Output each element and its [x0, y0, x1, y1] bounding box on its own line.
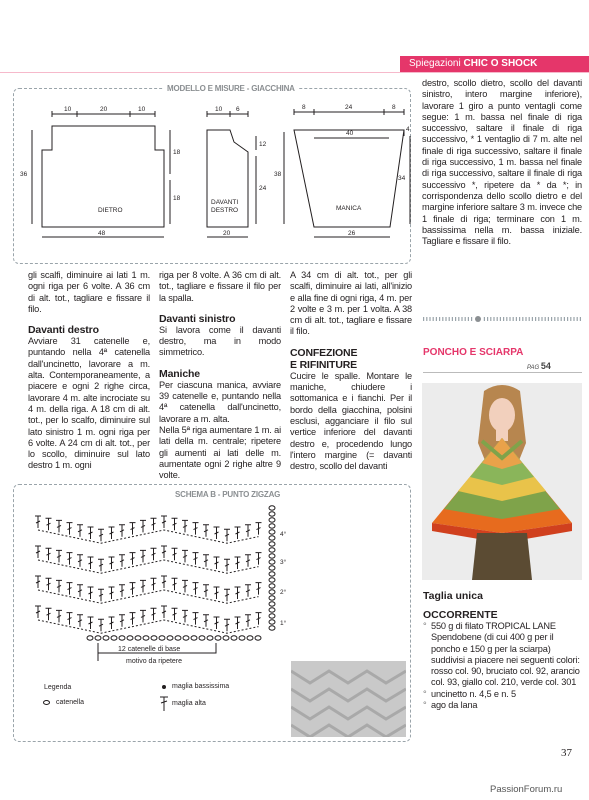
manica-label: MANICA: [336, 205, 362, 212]
model-diagram: [12, 92, 412, 267]
heading-confezione: CONFEZIONE: [290, 346, 358, 359]
davanti-dim-top-right: 6: [236, 106, 240, 113]
zigzag-stitch-chart: [30, 502, 330, 662]
size-label: Taglia unica: [423, 590, 483, 602]
manica-dim-left: 38: [274, 171, 282, 178]
col3-paragraph-1: A 34 cm di alt. tot., per gli scalfi, diminuire ai lati, all'inizio e alla fine di ogni riga, 4 m. per 2 volte e 3 m. per 1 volta. A 38 cm di alt. tot., tagliare e fissare il filo.: [290, 270, 412, 337]
dietro-dim-width: 48: [98, 230, 106, 237]
legend-chain-symbol: [43, 700, 50, 705]
col3-paragraph-2: Cucire le spalle. Montare le maniche, chiudere i sottomanica e i fianchi. Per il bordo della giacchina, polsini esclusi, agganciare il filo sul vertice inferiore del davanti destro e, procedendo lungo l'intero margine (= davanti destro, scollo del davanti: [290, 370, 412, 472]
davanti-dim-width: 20: [223, 230, 231, 237]
col1-paragraph-1: gli scalfi, diminuire ai lati 1 m. ogni riga per 6 volte. A 36 cm di alt. tot., tagliare e fissare il filo.: [28, 270, 150, 314]
manica-dim-cap: 4: [406, 126, 410, 133]
col4-paragraph-1: destro, scollo dietro, scollo del davanti sinistro, intero margine inferiore), lavorare 1 giro a punto ventagli come segue: 1 m. bassa nel finale di riga successivo, saltare il finale di riga successivo, * 1 ventaglio di 7 m. alte nel finale di riga successivo, saltare il finale di riga successivo, 1 m. bassa nel finale di riga successivo, saltare il finale di riga successivo *, ripetere da * da *; in corrispondenza dello scollo dietro e del margine inferiore saltare 3 m. invece che 1 finale di riga; terminare con 1 m. bassissima nella m. bassa iniziale. Tagliare e fissare il filo.: [422, 78, 582, 247]
stitch-chart-title: SCHEMA B - PUNTO ZIGZAG: [171, 490, 284, 499]
col2-paragraph-4: Nella 5ª riga aumentare 1 m. ai lati della m. centrale; ripetere gli aumenti ai lati delle m. aumentate ogni 2 righe altre 9 volte.: [159, 424, 281, 481]
repeat-label: motivo da ripetere: [126, 658, 183, 665]
legend-slip-label: maglia bassissima: [172, 683, 230, 690]
heading-davanti-destro: Davanti destro: [28, 324, 99, 337]
magazine-section-title: CHIC O SHOCK: [463, 58, 538, 69]
poncho-section-title: PONCHO E SCIARPA: [423, 347, 524, 358]
dietro-dim-armhole-1: 18: [173, 149, 181, 156]
row-number-3: 3°: [280, 559, 287, 566]
manica-dim-bottom: 26: [348, 230, 356, 237]
heading-maniche: Maniche: [159, 367, 200, 380]
page-number: 37: [561, 747, 572, 759]
swatch-photo: [291, 661, 406, 737]
heading-rifiniture: E RIFINITURE: [290, 358, 358, 371]
text-column-4: [422, 78, 582, 247]
base-chain-label: 12 catenelle di base: [118, 646, 181, 653]
text-column-3: [290, 270, 412, 472]
davanti-label-2: DESTRO: [211, 207, 239, 214]
header-divider: [0, 72, 589, 73]
davanti-label-1: DAVANTI: [211, 199, 239, 206]
section-header: [400, 56, 589, 72]
text-column-1: [28, 270, 150, 472]
row-number-2: 2°: [280, 589, 287, 596]
materials-title: OCCORRENTE: [423, 609, 498, 621]
manica-dim-inner: 40: [346, 130, 354, 137]
materials-item: ° uncinetto n. 4,5 e n. 5: [423, 689, 581, 700]
watermark: PassionForum.ru: [490, 784, 563, 795]
heading-davanti-sinistro: Davanti sinistro: [159, 312, 236, 325]
col2-paragraph-3: Per ciascuna manica, avviare 39 catenelle e, puntando nella 4ª catenella dall'uncinetto, lavorare a m. alta.: [159, 379, 281, 424]
legend-double-symbol: [159, 696, 169, 712]
col1-paragraph-2: Avviare 31 catenelle e, puntando nella 4ª catenella dall'uncinetto, lavorare a m. alta. Contemporaneamente, a piacere e ogni 2 righe circa, lavorare 4 m. alte incrociate su 4 m. della riga. A 18 cm di alt. tot., per lo scalfo, diminuire sul lato sinistro 1 m. ogni riga per 6 volte. A 24 cm di alt. tot., per lo scollo, diminuire sul lato destro 1 m. ogni: [28, 336, 150, 471]
dietro-label: DIETRO: [98, 207, 123, 214]
poncho-divider: [423, 372, 582, 373]
materials-list: [423, 621, 581, 711]
davanti-dim-top-left: 10: [215, 106, 223, 113]
materials-item: ° ago da lana: [423, 700, 581, 711]
dietro-dim-top-left: 10: [64, 106, 72, 113]
legend-slip-symbol: [162, 685, 166, 689]
legend-title: Legenda: [44, 684, 72, 691]
legend-chain-label: catenella: [56, 699, 85, 706]
manica-dim-top-right: 8: [392, 104, 396, 111]
col2-paragraph-2: Si lavora come il davanti destro, ma in modo simmetrico.: [159, 324, 281, 358]
dietro-dim-height: 36: [20, 171, 28, 178]
davanti-dim-side: 24: [259, 185, 267, 192]
legend-double-label: maglia alta: [172, 700, 206, 707]
poncho-photo: [422, 383, 582, 580]
materials-item: ° 550 g di filato TROPICAL LANE Spendobene (di cui 400 g per il poncho e 150 g per la sciarpa) suddivisi a piacere nei seguenti colori: rosso col. 90, bruciato col. 92, arancio col. 93, giallo col. 210, verde col. 301: [423, 621, 581, 689]
davanti-dim-neck: 12: [259, 141, 267, 148]
page-reference: [527, 361, 551, 371]
manica-dim-top-left: 8: [302, 104, 306, 111]
manica-dim-right: 34: [398, 175, 406, 182]
text-column-2: [159, 270, 281, 481]
manica-dim-top-mid: 24: [345, 104, 353, 111]
model-diagram-title: MODELLO E MISURE - GIACCHINA: [163, 84, 299, 93]
dietro-dim-armhole-2: 18: [173, 195, 181, 202]
row-number-4: 4°: [280, 531, 287, 538]
col2-paragraph-1: riga per 8 volte. A 36 cm di alt. tot., tagliare e fissare il filo per la spalla.: [159, 270, 281, 303]
page-reference-number: 54: [540, 361, 551, 371]
dotted-divider: [422, 316, 582, 322]
row-number-1: 1°: [280, 620, 287, 627]
dietro-dim-top-mid: 20: [100, 106, 108, 113]
dietro-dim-top-right: 10: [138, 106, 146, 113]
page-reference-prefix: PAG: [527, 365, 540, 371]
section-label: Spiegazioni: [409, 58, 461, 69]
